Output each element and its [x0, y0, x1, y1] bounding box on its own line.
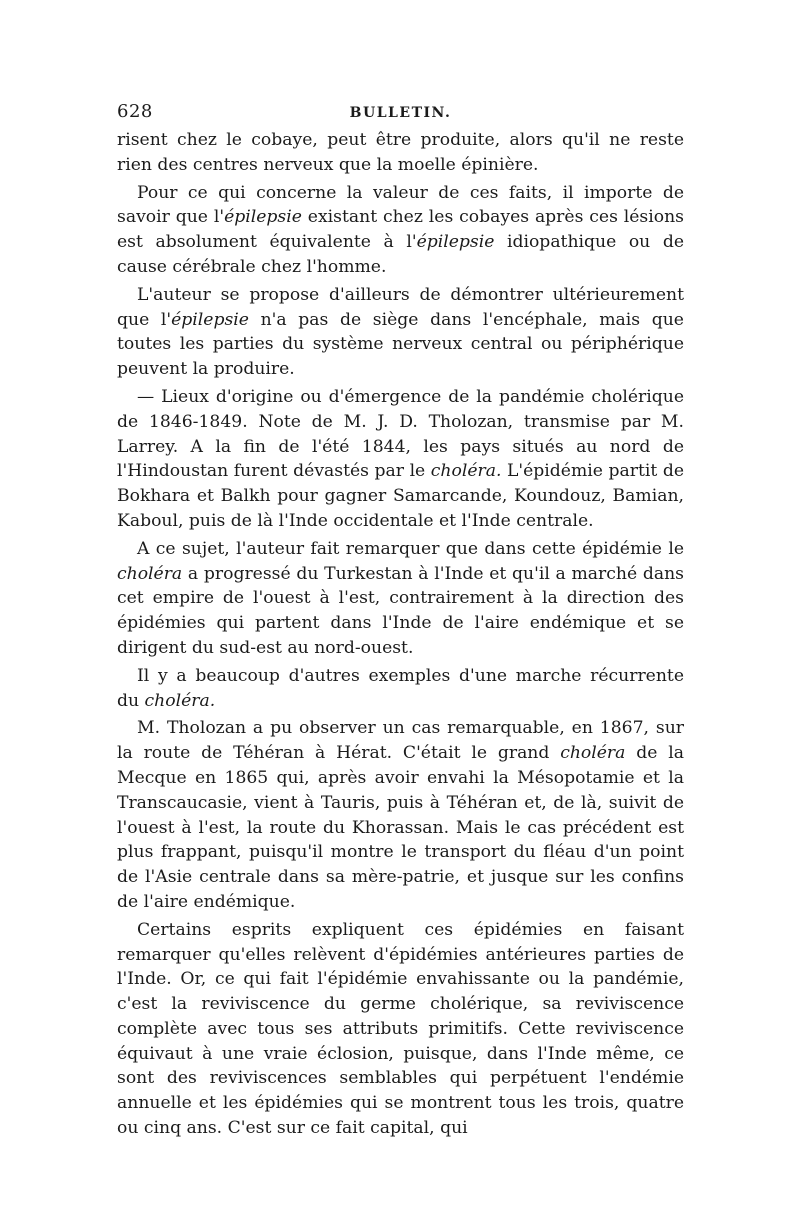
- book-page: [117, 98, 684, 1141]
- text-run: Pour ce qui concerne la valeur de ces faits, il importe de savoir que l': [117, 182, 684, 228]
- text-run: a progressé du Turkestan à l'Inde et qu'il a marché dans cet empire de l'ouest à l'est, contrairement à la direction des épidémies qui partent dans l'Inde de l'aire endémique et se dirigent du sud-est au nord-ouest.: [117, 563, 684, 658]
- text-run: Certains esprits expliquent ces épidémies en faisant remarquer qu'elles relèvent d'épidémies antérieures parties de l'Inde. Or, ce qui fait l'épidémie envahissante ou la pandémie, c'est la reviviscence du germe cholérique, sa reviviscence complète avec tous ses attributs primitifs. Cette reviviscence équivaut à une vraie éclosion, puisque, dans l'Inde même, ce sont des reviviscences semblables qui perpétuent l'endémie annuelle et les épidémies qui se montrent tous les trois, quatre ou cinq ans. C'est sur ce fait capital, qui: [117, 919, 684, 1139]
- running-title: BULLETIN.: [349, 105, 452, 121]
- italic-text-run: choléra: [117, 563, 183, 584]
- paragraph: [117, 181, 684, 280]
- body-text: [117, 128, 684, 1141]
- paragraph: [117, 918, 684, 1141]
- text-run: A ce sujet, l'auteur fait remarquer que dans cette épidémie le: [137, 538, 684, 559]
- text-run: L'auteur se propose d'ailleurs de démontrer ultérieurement que l': [117, 284, 684, 330]
- text-run: idiopathique ou de cause cérébrale chez l'homme.: [117, 232, 684, 277]
- text-run: existant chez les cobayes après ces lésions est absolument équivalente à l': [117, 207, 684, 253]
- paragraph: [117, 128, 684, 178]
- italic-text-run: choléra.: [430, 461, 502, 482]
- text-run: n'a pas de siège dans l'encéphale, mais que toutes les parties du système nerveux central ou périphérique peuvent la produire.: [117, 309, 684, 380]
- text-run: — Lieux d'origine ou d'émergence de la pandémie cholérique de 1846-1849. Note de M. J. D. Tholozan, transmise par M. Larrey. A la fin de l'été 1844, les pays situés au nord de l'Hindoustan furent dévastés par le: [117, 386, 684, 482]
- paragraph: [117, 716, 684, 914]
- text-run: risent chez le cobaye, peut être produite, alors qu'il ne reste rien des centres nerveux que la moelle épinière.: [117, 130, 684, 175]
- text-run: de la Mecque en 1865 qui, après avoir envahi la Mésopotamie et la Transcaucasie, vient à Tauris, puis à Téhéran et, de là, suivit de l'ouest à l'est, la route du Khorassan. Mais le cas précédent est plus frappant, puisqu'il montre le transport du fléau d'un point de l'Asie centrale dans sa mère-patrie, et jusque sur les confins de l'aire endémique.: [117, 743, 684, 912]
- italic-text-run: épilepsie: [171, 309, 249, 330]
- italic-text-run: choléra: [560, 743, 626, 764]
- text-run: M. Tholozan a pu observer un cas remarquable, en 1867, sur la route de Téhéran à Hérat. C'était le grand: [117, 718, 684, 764]
- text-run: Il y a beaucoup d'autres exemples d'une marche récurrente du: [117, 665, 684, 711]
- italic-text-run: choléra.: [144, 690, 216, 711]
- paragraph: [117, 283, 684, 382]
- paragraph: [117, 664, 684, 714]
- italic-text-run: épilepsie: [224, 207, 302, 228]
- page-number: 628: [117, 101, 153, 122]
- paragraph: [117, 385, 684, 534]
- text-run: L'épidémie partit de Bokhara et Balkh pour gagner Samarcande, Koundouz, Bamian, Kaboul, puis de là l'Inde occidentale et l'Inde centrale.: [117, 461, 684, 531]
- paragraph: [117, 537, 684, 661]
- italic-text-run: épilepsie: [416, 232, 495, 253]
- page-header: [117, 98, 684, 126]
